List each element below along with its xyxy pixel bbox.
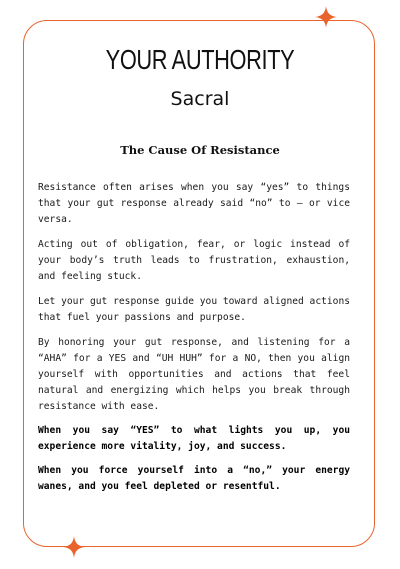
page-title: YOUR AUTHORITY xyxy=(105,44,295,75)
paragraph-no-emphasis: When you force yourself into a “no,” your energy wanes, and you feel depleted or resentful. xyxy=(38,465,350,492)
paragraph-yes-emphasis: When you say “YES” to what lights you up, you experience more vitality, joy, and success. xyxy=(38,425,350,452)
sparkle-star-icon xyxy=(315,6,337,28)
page-subtitle: Sacral xyxy=(170,88,230,110)
paragraph-obligation: Acting out of obligation, fear, or logic instead of your body’s truth leads to frustration, exhaustion, and feeling stuck. xyxy=(38,239,350,282)
sparkle-star-icon xyxy=(63,536,85,558)
section-heading: The Cause Of Resistance xyxy=(120,143,280,157)
paragraph-honoring: By honoring your gut response, and listening for a “AHA” for a YES and “UH HUH” for a NO, then you align yourself with opportunities and actions that feel natural and energizing which helps you break through resistance with ease. xyxy=(38,337,350,412)
paragraph-gut-guide: Let your gut response guide you toward aligned actions that fuel your passions and purpose. xyxy=(38,296,350,323)
paragraph-resistance: Resistance often arises when you say “yes” to things that your gut response already said “no” to — or vice versa. xyxy=(38,182,350,225)
